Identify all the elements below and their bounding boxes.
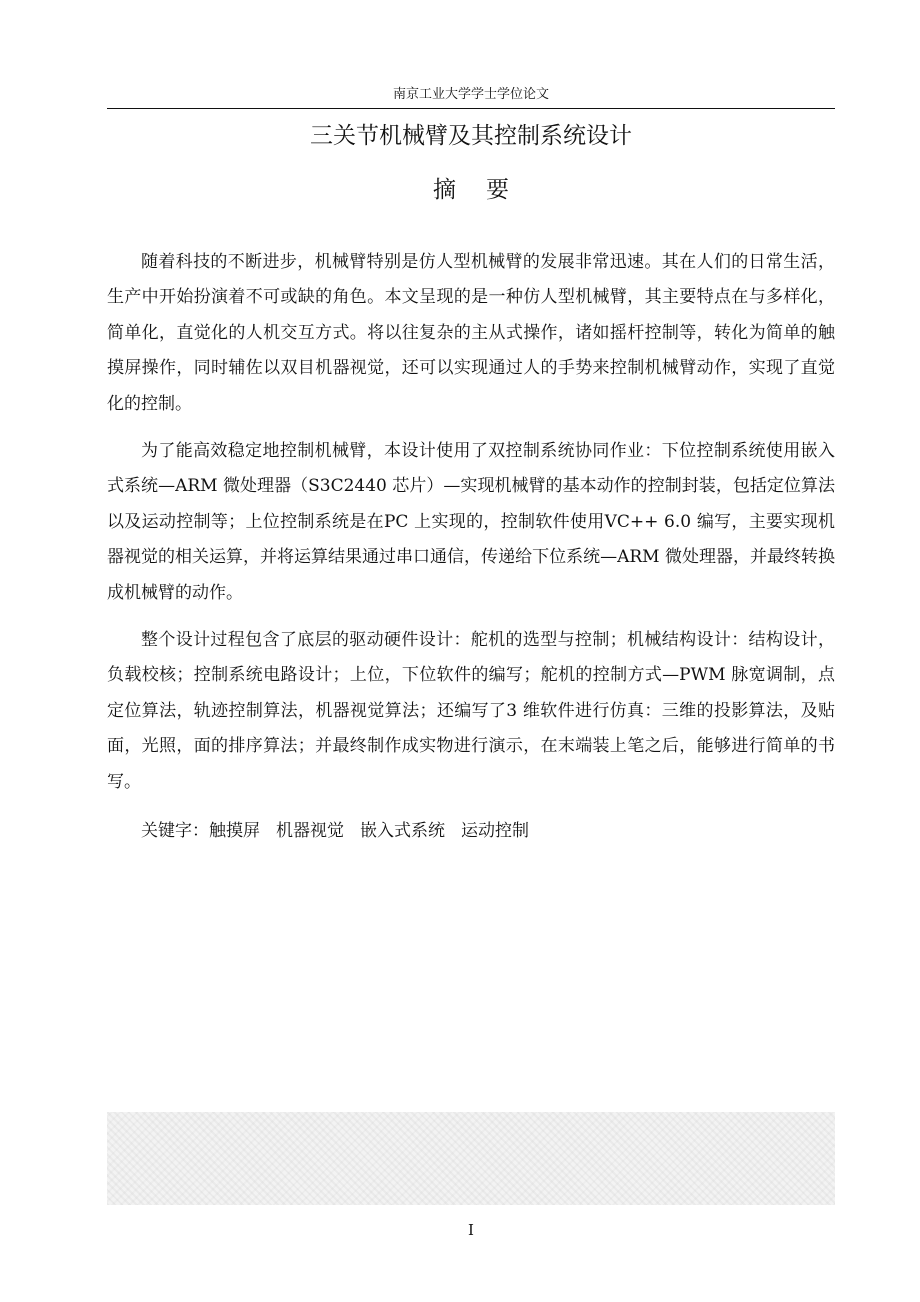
keyword-item: 触摸屏 [209,821,260,841]
keywords-label: 关键字： [141,821,209,841]
abstract-heading [107,172,835,208]
running-header [107,86,835,109]
abstract-paragraph: 随着科技的不断进步，机械臂特别是仿人型机械臂的发展非常迅速。其在人们的日常生活，生产中开始扮演着不可或缺的角色。本文呈现的是一种仿人型机械臂，其主要特点在与多样化，简单化，直觉化的人机交互方式。将以往复杂的主从式操作，诸如摇杆控制等，转化为简单的触摸屏操作，同时辅佐以双目机器视觉，还可以实现通过人的手势来控制机械臂动作，实现了直觉化的控制。 [107,252,835,414]
abstract-heading-part2: 要 [486,177,509,203]
keyword-item: 运动控制 [461,821,529,841]
abstract-body [107,245,835,812]
keyword-item: 机器视觉 [276,821,344,841]
running-header-text: 南京工业大学学士学位论文 [392,87,549,102]
keyword-item: 嵌入式系统 [360,821,445,841]
watermark-band [107,1112,835,1205]
abstract-heading-part1: 摘 [433,177,456,203]
abstract-paragraph: 为了能高效稳定地控制机械臂，本设计使用了双控制系统协同作业：下位控制系统使用嵌入式系统—ARM 微处理器（S3C2440 芯片）—实现机械臂的基本动作的控制封装，包括定位算法以及运动控制等；上位控制系统是在PC 上实现的，控制软件使用VC++ 6.0 编写，主要实现机器视觉的相关运算，并将运算结果通过串口通信，传递给下位系统—ARM 微处理器，并最终转换成机械臂的动作。 [107,441,835,603]
thesis-title: 三关节机械臂及其控制系统设计 [310,123,632,149]
keywords-line [107,814,835,849]
abstract-paragraph: 整个设计过程包含了底层的驱动硬件设计：舵机的选型与控制；机械结构设计：结构设计，负载校核；控制系统电路设计；上位，下位软件的编写；舵机的控制方式—PWM 脉宽调制，点定位算法，轨迹控制算法，机器视觉算法；还编写了3 维软件进行仿真：三维的投影算法，及贴面，光照，面的排序算法；并最终制作成实物进行演示，在末端装上笔之后，能够进行简单的书写。 [107,630,835,792]
page-number: I [468,1221,474,1239]
